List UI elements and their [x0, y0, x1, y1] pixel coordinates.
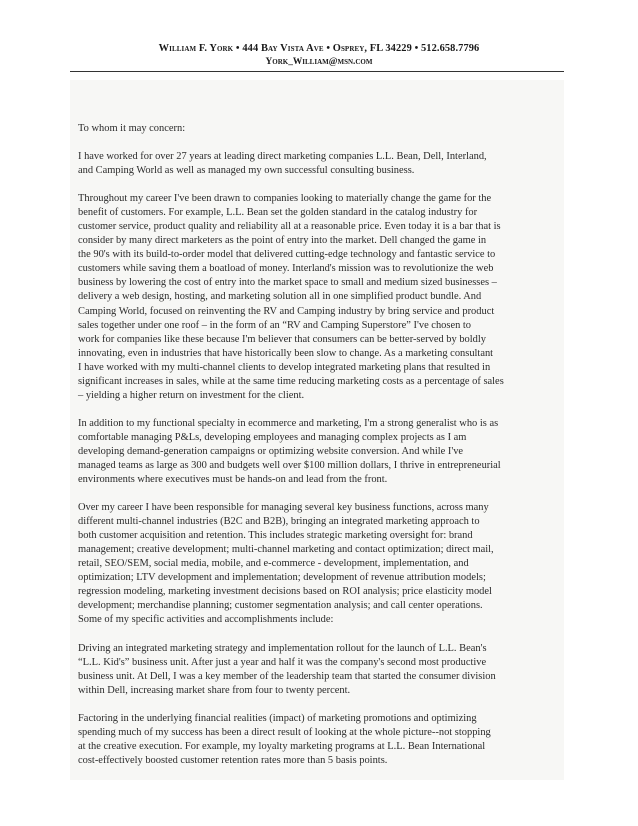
paragraph-intro: I have worked for over 27 years at leading direct marketing companies L.L. Bean, Dell, Interland, and Camping World as well as managed my own successful consulting business.: [78, 151, 487, 177]
letterhead-divider: [70, 71, 564, 72]
letterhead-email: York_William@msn.com: [265, 57, 373, 67]
paragraph-responsibilities: Over my career I have been responsible for managing several key business functions, across many different multi-channel industries (B2C and B2B), bringing an integrated marketing approach to both customer acquisition and retention. This includes strategic marketing oversight for: brand management; creative development; multi-channel marketing and contact optimization; direct mail, retail, SEO/SEM, social media, mobile, and e-commerce - development, implementation, and optimization; LTV development and implementation; development of revenue attribution models; regression modeling, marketing investment decisions based on ROI analysis; price elasticity model development; merchandise planning; customer segmentation analysis; and call center operations. Some of my specific activities and accomplishments include:: [78, 502, 494, 626]
letter-body: [70, 80, 564, 780]
paragraph-generalist: In addition to my functional specialty in ecommerce and marketing, I'm a strong generalist who is as comfortable managing P&Ls, developing employees and managing complex projects as I am developing demand-generation campaigns or optimizing website conversion. And while I've managed teams as large as 300 and budgets well over $100 million dollars, I thrive in entrepreneurial environments where executives must be hands-on and lead from the front.: [78, 417, 501, 486]
paragraph-financial: Factoring in the underlying financial realities (impact) of marketing promotions and optimizing spending much of my success has been a direct result of looking at the whole picture--not stopping at the creative execution. For example, my loyalty marketing programs at L.L. Bean International cost-effectively boosted customer retention rates more than 5 basis points.: [78, 712, 491, 766]
salutation: To whom it may concern:: [78, 123, 186, 134]
paragraph-career: Throughout my career I've been drawn to companies looking to materially change the game for the benefit of customers. For example, L.L. Bean set the golden standard in the catalog industry for customer service, product quality and reliability all at a reasonable price. Even today it is a bar that is consider by many direct marketers as the point of entry into the market. Dell changed the game in the 90's with its build-to-order model that delivered cutting-edge technology and fantastic service to customers while saving them a boatload of money. Interland's mission was to revolutionize the web business by lowering the cost of entry into the market space to small and medium sized businesses – delivery a web design, hosting, and marketing solution all in one simplified product bundle. And Camping World, focused on reinventing the RV and Camping industry by bring service and product sales together under one roof – in the form of an “RV and Camping Superstore” I've chosen to work for companies like these because I'm believer that consumers can be better-served by boldly innovating, even in industries that have historically been slow to change. As a marketing consultant I have worked with my multi-channel clients to develop integrated marketing plans that resulted in significant increases in sales, while at the same time reducing marketing costs as a percentage of sales – yielding a higher return on investment for the client.: [78, 193, 504, 401]
paragraph-accomplishment-bean: Driving an integrated marketing strategy and implementation rollout for the launch of L.L. Bean's “L.L. Kid's” business unit. After just a year and half it was the company's second most productive business unit. At Dell, I was a key member of the leadership team that started the consumer division within Dell, increasing market share from four to twenty percent.: [78, 642, 496, 696]
letterhead-contact-line: William F. York • 444 Bay Vista Ave • Osprey, FL 34229 • 512.658.7796: [158, 43, 480, 54]
